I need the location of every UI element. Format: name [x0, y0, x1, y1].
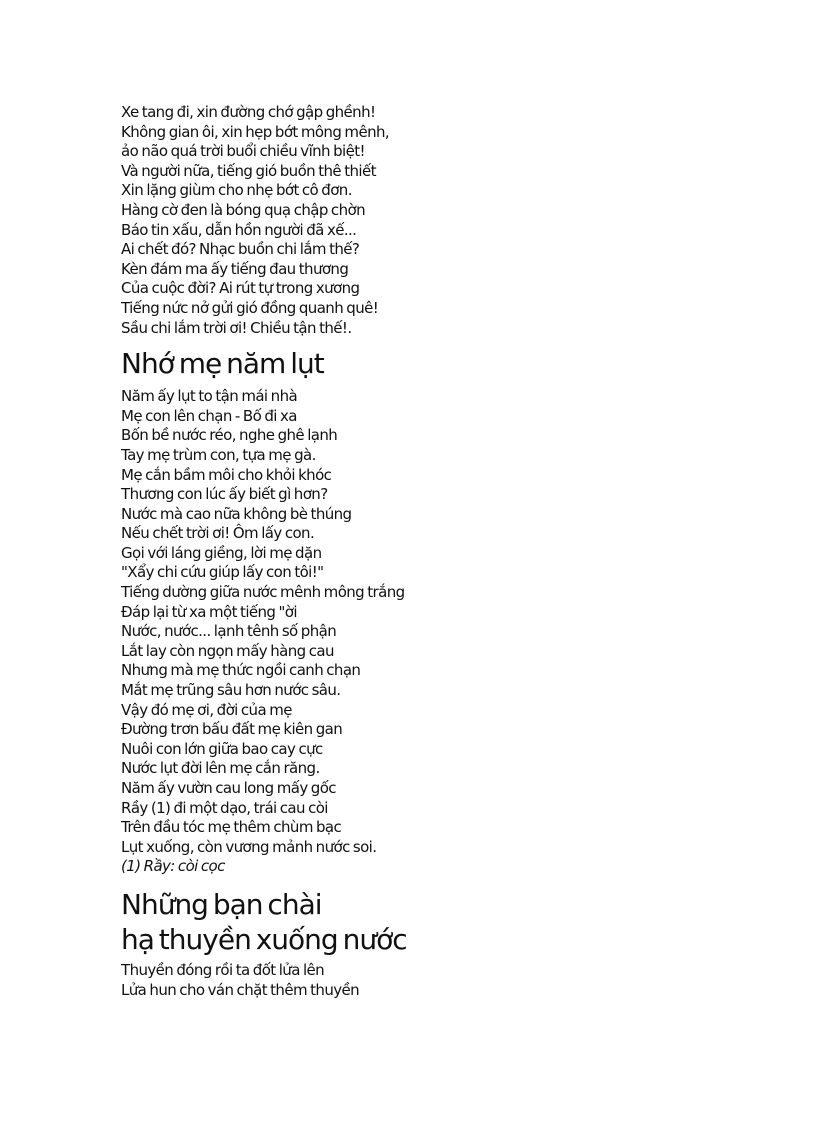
poem-2-line: Lụt xuống, còn vương mảnh nước soi.: [121, 837, 377, 856]
poem-2-line: Rầy (1) đi một dạo, trái cau còi: [121, 798, 328, 817]
poem-2-line: Năm ấy vườn cau long mấy gốc: [121, 779, 336, 797]
poem-2-line: Nếu chết trời ơi! Ôm lấy con.: [121, 524, 315, 543]
poem-3-line: Lửa hun cho ván chặt thêm thuyền: [121, 980, 360, 999]
poem-1-line: Xin lặng giùm cho nhẹ bớt cô đơn.: [121, 181, 352, 200]
poem-1-line: Của cuộc đời? Ai rút tự trong xương: [121, 279, 360, 298]
poem-2-line: Mắt mẹ trũng sâu hơn nước sâu.: [121, 681, 341, 700]
poem-2-line: Đáp lại từ xa một tiếng "ời: [121, 602, 297, 621]
poem-3-title-line-1: Những bạn chài: [121, 887, 322, 921]
poem-1-line: Sầu chi lắm trời ơi! Chiều tận thế!.: [121, 318, 352, 337]
document-page: [121, 103, 681, 1000]
poem-2-line: Nước lụt đời lên mẹ cắn răng.: [121, 759, 320, 778]
poem-2-line: Thương con lúc ấy biết gì hơn?: [121, 485, 328, 504]
poem-1-line: Hàng cờ đen là bóng quạ chập chờn: [121, 200, 365, 219]
poem-2-line: Lắt lay còn ngọn mấy hàng cau: [121, 641, 334, 660]
poem-2-line: Tiếng dường giữa nước mênh mông trắng: [121, 583, 405, 602]
poem-3-title-line-2: hạ thuyền xuống nước: [121, 922, 407, 956]
poem-2-footnote: (1) Rầy: còi cọc: [121, 857, 225, 876]
poem-3: [121, 887, 681, 1000]
poem-2-title: Nhớ mẹ năm lụt: [121, 347, 324, 381]
poem-2-line: Mẹ cắn bầm môi cho khỏi khóc: [121, 465, 332, 484]
poem-2-line: Vậy đó mẹ ơi, đời của mẹ: [121, 700, 292, 719]
poem-1-line: Xe tang đi, xin đường chớ gập ghềnh!: [121, 103, 376, 121]
poem-2-line: Tay mẹ trùm con, tựa mẹ gà.: [121, 445, 316, 464]
poem-1-line: Ai chết đó? Nhạc buồn chi lắm thế?: [121, 240, 360, 259]
poem-2: [121, 346, 681, 877]
poem-2-line: "Xẩy chi cứu giúp lấy con tôi!": [121, 563, 324, 582]
poem-2-line: Nước, nước... lạnh tênh số phận: [121, 622, 337, 641]
poem-2-line: Năm ấy lụt to tận mái nhà: [121, 387, 298, 406]
poem-2-line: Nước mà cao nữa không bè thúng: [121, 504, 352, 523]
poem-1-line: ảo não quá trời buổi chiều vĩnh biệt!: [121, 142, 365, 161]
poem-2-line: Gọi với láng giềng, lời mẹ dặn: [121, 543, 322, 562]
poem-1: [121, 103, 681, 338]
poem-2-line: Bốn bề nước réo, nghe ghê lạnh: [121, 426, 338, 445]
poem-2-line: Nuôi con lớn giữa bao cay cực: [121, 739, 323, 758]
poem-1-line: Báo tin xấu, dẫn hồn người đã xế...: [121, 220, 357, 239]
poem-1-line: Và người nữa, tiếng gió buồn thê thiết: [121, 161, 376, 180]
poem-1-line: Không gian ôi, xin hẹp bớt mông mênh,: [121, 122, 390, 141]
poem-1-line: Tiếng nức nở gửi gió đồng quanh quê!: [121, 298, 379, 317]
poem-2-line: Mẹ con lên chạn - Bố đi xa: [121, 406, 297, 425]
poem-3-line: Thuyền đóng rồi ta đốt lửa lên: [121, 960, 325, 979]
poem-2-line: Trên đầu tóc mẹ thêm chùm bạc: [121, 818, 342, 837]
poem-2-line: Đường trơn bấu đất mẹ kiên gan: [121, 720, 343, 739]
poem-1-line: Kèn đám ma ấy tiếng đau thương: [121, 259, 349, 278]
poem-2-line: Nhưng mà mẹ thức ngồi canh chạn: [121, 661, 361, 680]
